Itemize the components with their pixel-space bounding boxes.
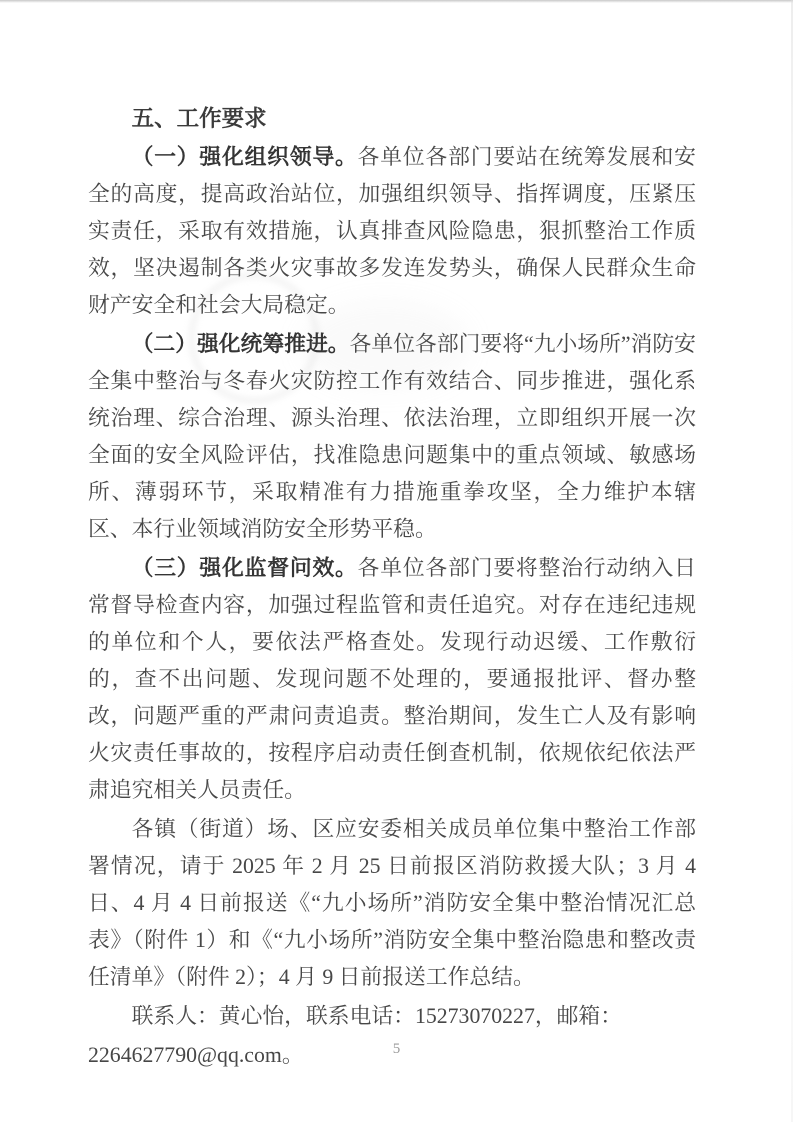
contact-line-1: 联系人：黄心怡，联系电话：15273070227，邮箱： <box>131 1004 623 1028</box>
section-heading: 五、工作要求 <box>131 106 267 131</box>
paragraph-3-lead: （三）强化监督问效。 <box>131 556 358 580</box>
contact-line-2: 2264627790@qq.com。 <box>88 1043 304 1067</box>
paragraph-organization-leadership <box>88 139 696 324</box>
page-number: 5 <box>392 1041 401 1057</box>
paragraph-supervision-accountability <box>88 550 696 809</box>
paragraph-2-lead: （二）强化统筹推进。 <box>131 332 350 356</box>
scan-edge-top <box>0 0 793 3</box>
paragraph-coordinated-advancement <box>88 326 696 548</box>
paragraph-reporting-deadlines: 各镇（街道）场、区应安委相关成员单位集中整治工作部署情况，请于 2025 年 2 月 25 日前报区消防救援大队；3 月 4 日、4 月 4 日前报送《“九小场所”消防安全集中整治情况汇总表》（附件 1）和《“九小场所”消防安全集中整治隐患和整改责任清单》（附件 2）；4 月 9 日前报送工作总结。 <box>88 817 696 989</box>
paragraph-1-text: 各单位各部门要站在统筹发展和安全的高度，提高政治站位，加强组织领导、指挥调度，压紧压实责任，采取有效措施，认真排查风险隐患，狠抓整治工作质效，坚决遏制各类火灾事故多发连发势头，确保人民群众生命财产安全和社会大局稳定。 <box>88 145 696 317</box>
paragraph-2-text: 各单位各部门要将“九小场所”消防安全集中整治与冬春火灾防控工作有效结合、同步推进，强化系统治理、综合治理、源头治理、依法治理，立即组织开展一次全面的安全风险评估，找准隐患问题集中的重点领域、敏感场所、薄弱环节，采取精准有力措施重拳攻坚，全力维护本辖区、本行业领域消防安全形势平稳。 <box>88 332 696 541</box>
paragraph-1-lead: （一）强化组织领导。 <box>131 145 358 169</box>
paragraph-3-text: 各单位各部门要将整治行动纳入日常督导检查内容，加强过程监管和责任追究。对存在违纪违规的单位和个人，要依法严格查处。发现行动迟缓、工作敷衍的，查不出问题、发现问题不处理的，要通报批评、督办整改，问题严重的严肃问责追责。整治期间，发生亡人及有影响火灾责任事故的，按程序启动责任倒查机制，依规依纪依法严肃追究相关人员责任。 <box>88 556 696 802</box>
document-body <box>88 100 696 1076</box>
